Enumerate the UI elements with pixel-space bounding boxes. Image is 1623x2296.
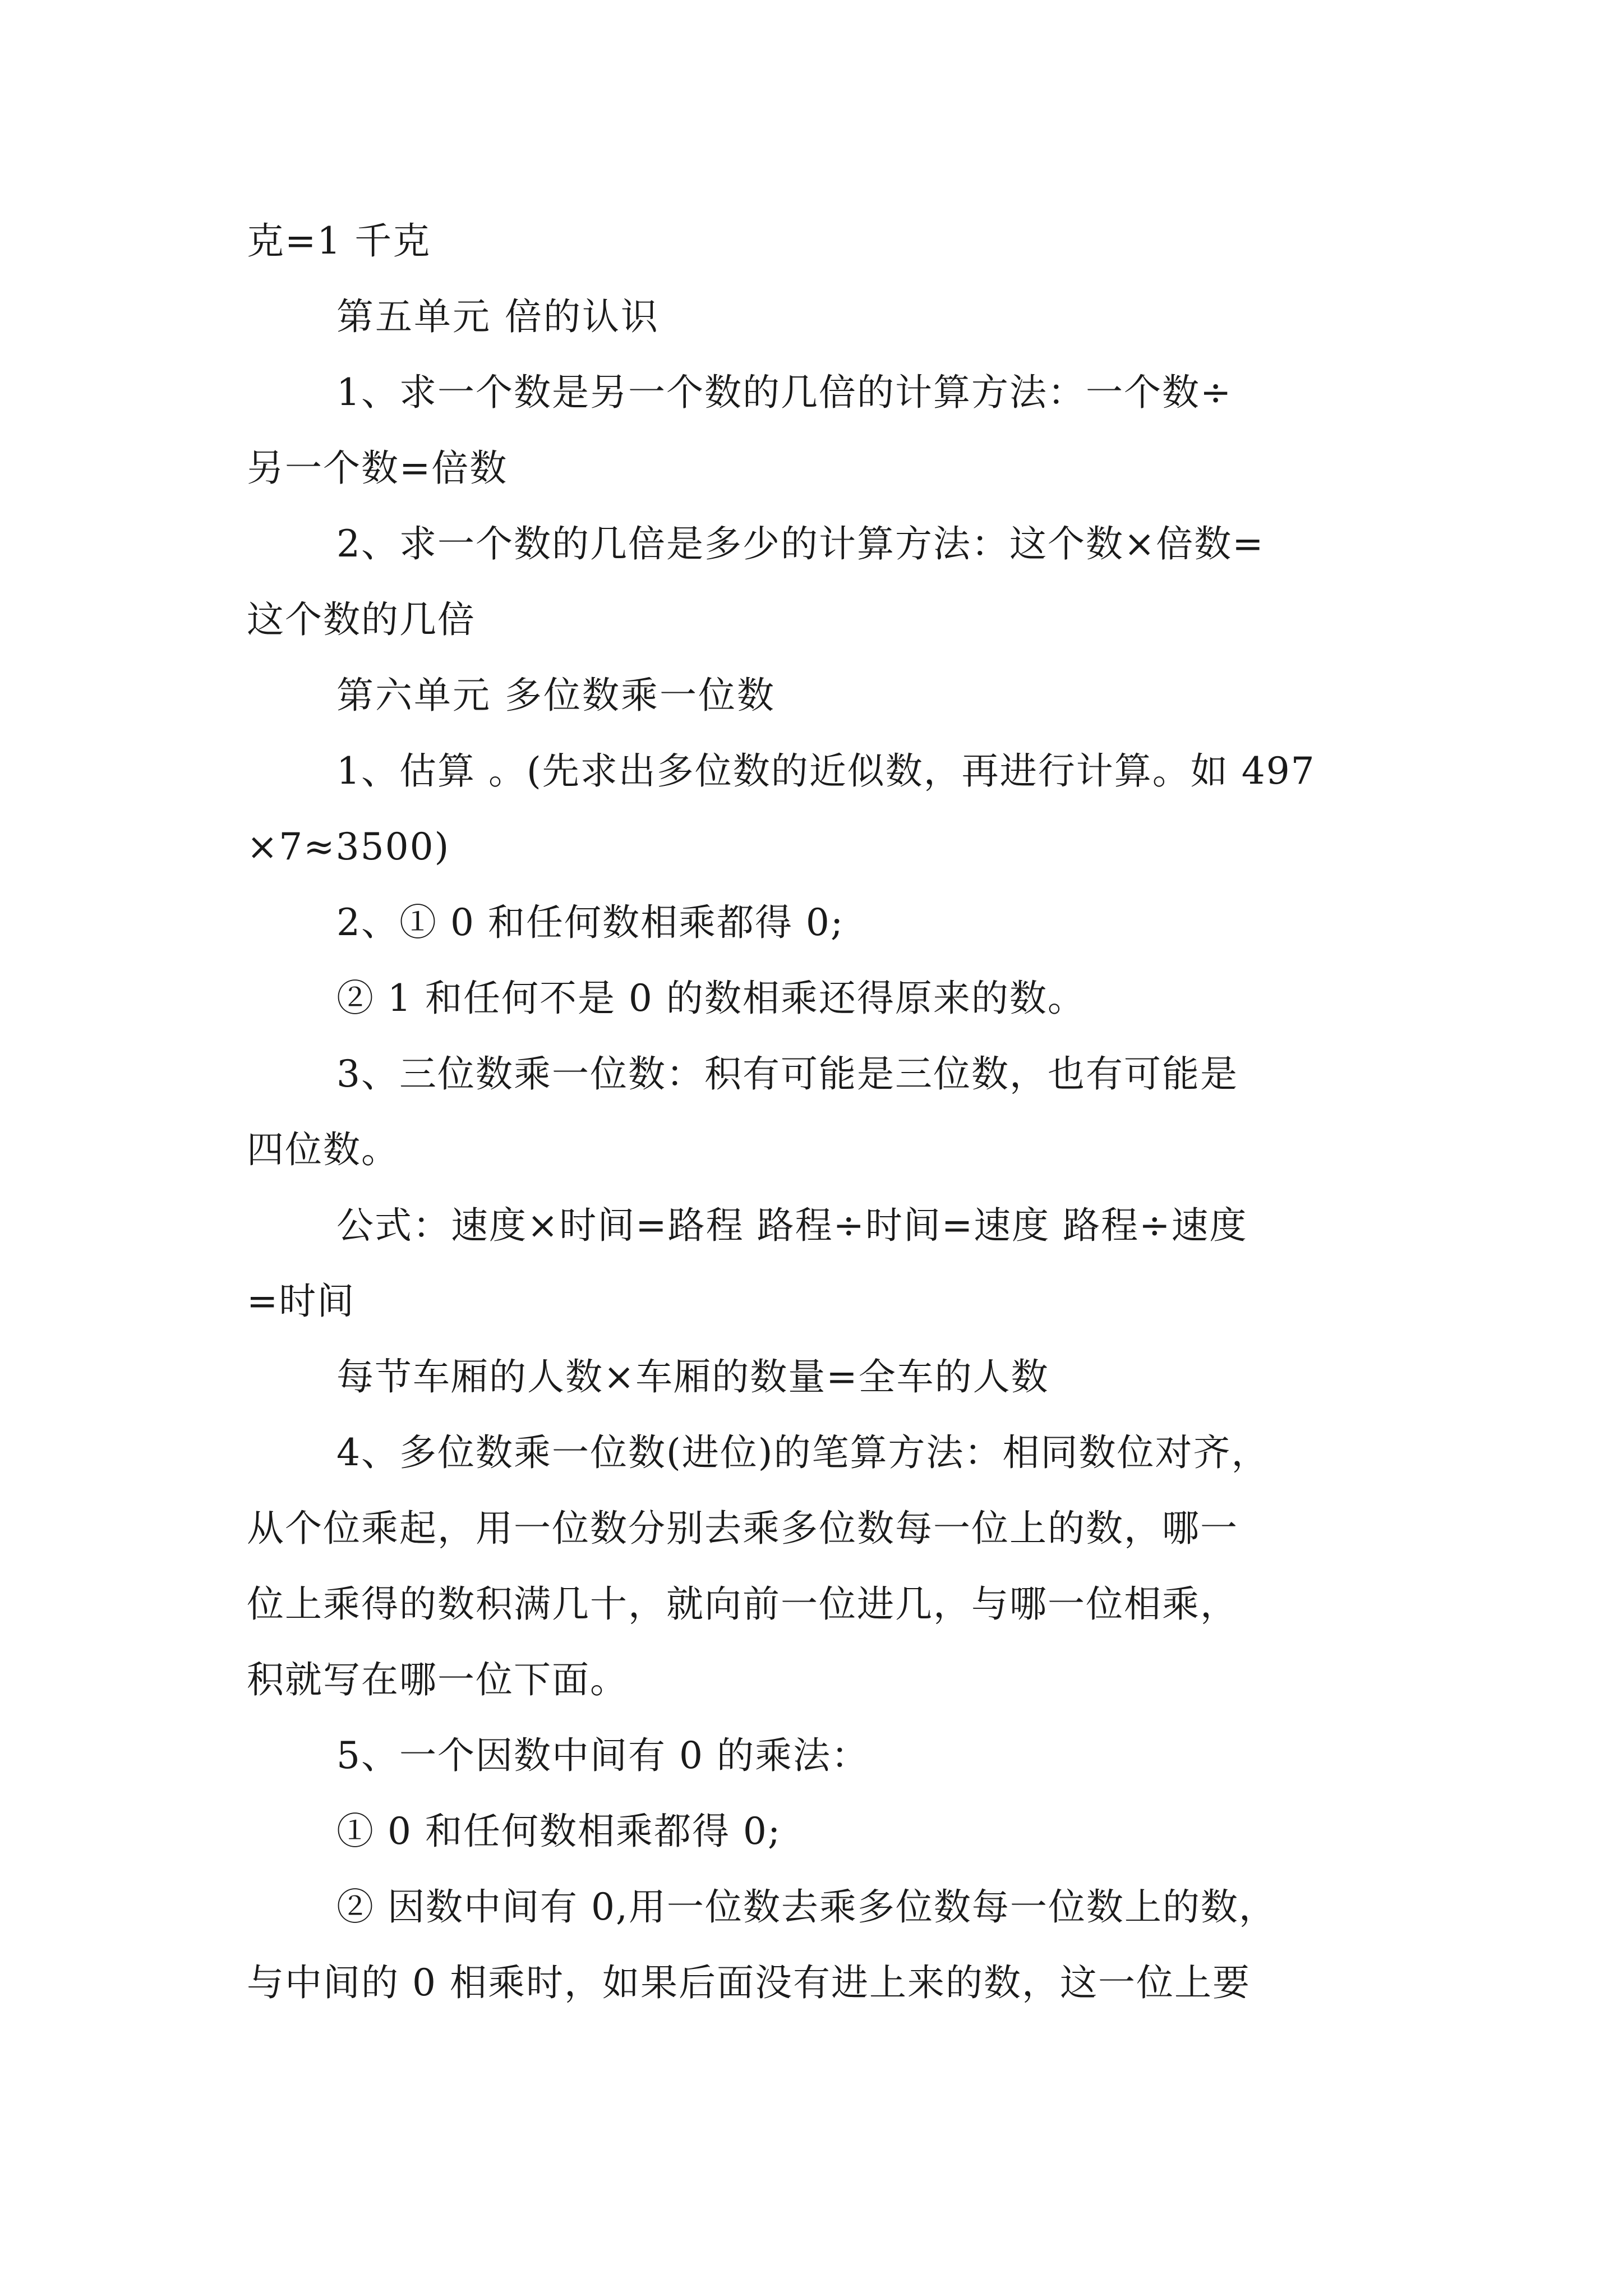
paragraph-line: 4、多位数乘一位数(进位)的笔算方法：相同数位对齐， (336, 1431, 1270, 1474)
paragraph-line: 5、一个因数中间有 0 的乘法： (336, 1734, 869, 1777)
paragraph-line: 3、三位数乘一位数：积有可能是三位数，也有可能是 (336, 1052, 1238, 1096)
paragraph-line: 积就写在哪一位下面。 (247, 1658, 628, 1701)
paragraph-line: 四位数。 (247, 1128, 399, 1171)
unit-5-heading: 第五单元 倍的认识 (336, 295, 660, 338)
paragraph-line: 另一个数=倍数 (247, 447, 508, 490)
paragraph-line: 位上乘得的数积满几十，就向前一位进几，与哪一位相乘， (247, 1582, 1238, 1626)
paragraph-line: 与中间的 0 相乘时，如果后面没有进上来的数，这一位上要 (247, 1961, 1251, 2004)
paragraph-line: ×7≈3500) (247, 825, 450, 868)
paragraph-line: 2、① 0 和任何数相乘都得 0; (336, 901, 845, 944)
formula-line: 公式：速度×时间=路程 路程÷时间=速度 路程÷速度 (336, 1204, 1248, 1247)
paragraph-line: ② 1 和任何不是 0 的数相乘还得原来的数。 (336, 977, 1086, 1020)
unit-6-heading: 第六单元 多位数乘一位数 (336, 674, 776, 717)
paragraph-line: 1、估算 。(先求出多位数的近似数，再进行计算。如 497 (336, 749, 1316, 793)
paragraph-line: 从个位乘起，用一位数分别去乘多位数每一位上的数，哪一 (247, 1507, 1238, 1550)
formula-line: =时间 (247, 1280, 356, 1323)
paragraph-line: ② 因数中间有 0,用一位数去乘多位数每一位数上的数， (336, 1885, 1277, 1929)
paragraph-line: ① 0 和任何数相乘都得 0; (336, 1810, 782, 1853)
paragraph-line: 1、求一个数是另一个数的几倍的计算方法：一个数÷ (336, 371, 1233, 414)
paragraph-line: 2、求一个数的几倍是多少的计算方法：这个数×倍数= (336, 522, 1265, 565)
formula-line: 每节车厢的人数×车厢的数量=全车的人数 (336, 1355, 1049, 1398)
paragraph-line: 这个数的几倍 (247, 598, 476, 641)
text-line-continuation: 克=1 千克 (247, 219, 431, 263)
